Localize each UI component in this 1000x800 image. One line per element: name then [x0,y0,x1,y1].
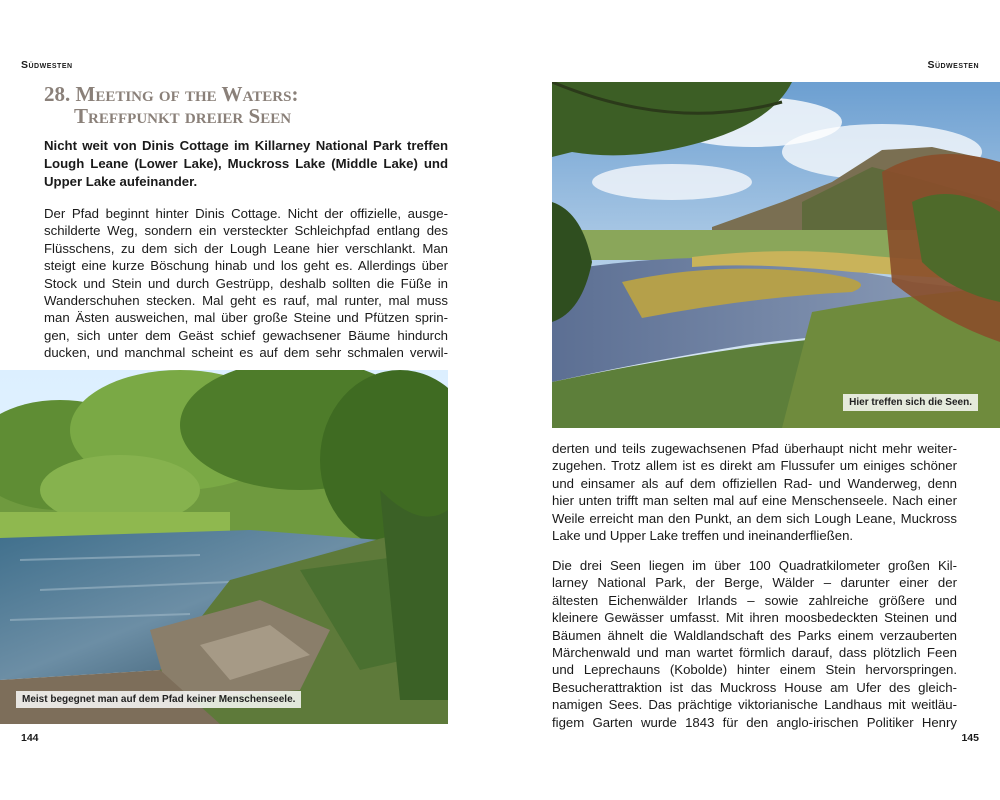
text-line: Flüsschens, zu dem sich der Lough Leane hier verschlankt. Man [44,240,448,256]
text-line: namigen Sees. Das prächtige viktorianische Landhaus mit weitläu- [552,697,957,713]
chapter-title-line1: 28. Meeting of the Waters: [44,82,299,106]
text-line: figem Garten wurde 1843 für den anglo-irischen Politiker Henry [552,714,957,730]
text-line: steigt eine kurze Böschung hinab und los geht es. Allerdings über [44,258,448,274]
text-line: larney National Park, der Berge, Wälder – darunter einer der [552,575,957,591]
text-line: ältesten Eichenwälder Irlands – sowie zahlreiche größere und [552,592,957,608]
right-page [500,0,1000,800]
body-paragraph-3 [552,557,957,731]
text-line: Besucherattraktion ist das Muckross House am Ufer des gleich- [552,679,957,695]
text-line: hier unten trifft man selten mal auf eine Menschenseele. Nach einer [552,493,957,509]
text-line: Bäumen ähnelt die Waldlandschaft des Parks einem verzauberten [552,627,957,643]
body-paragraph-2 [552,440,957,544]
page-number-right: 145 [961,732,979,744]
text-line: schilderte Weg, sondern ein versteckter Schleichpfad entlang des [44,223,448,239]
text-line: kleinere Gewässer umfasst. Mit ihren moosbedeckten Steinen und [552,610,957,626]
text-line: und einsamer als auf dem offiziellen Rad- und Wanderweg, denn [552,475,957,491]
text-line: derten und teils zugewachsenen Pfad überhaupt nicht mehr weiter- [552,441,957,456]
river-path-illustration [0,370,448,724]
running-head-right: Südwesten [927,59,979,71]
text-line: Die drei Seen liegen im über 100 Quadratkilometer großen Kil- [552,558,957,573]
text-line: zugehen. Trotz allem ist es direkt am Flussufer um einiges schöner [552,458,957,474]
text-line: Märchenwald und man wartet förmlich darauf, dass plötzlich Feen [552,645,957,661]
chapter-title-line2: Treffpunkt dreier Seen [74,104,292,128]
text-line: gen, sich unter dem Geäst schief gewachsener Bäume hindurch [44,327,448,343]
text-line: Weile erreicht man den Punkt, an dem sich Lough Leane, Muckross [552,510,957,526]
text-line: man Ästen ausweichen, mal über große Steine und Pfützen sprin- [44,310,448,326]
lead-paragraph: Nicht weit von Dinis Cottage im Killarney National Park treffen Lough Leane (Lower Lake), Muckross Lake (Middle Lake) und Upper Lake aufeinander. [44,138,448,189]
text-line: Lake und Upper Lake treffen und ineinanderfließen. [552,528,854,544]
body-paragraph-1 [44,205,448,362]
page-number-left: 144 [21,732,39,744]
text-line: Der Pfad beginnt hinter Dinis Cottage. Nicht der offizielle, ausge- [44,206,448,221]
lakes-meeting-photo [552,82,1000,428]
chapter-title [44,83,464,127]
text-line: und Leprechauns (Kobolde) hinter einem Stein hervorspringen. [552,662,957,678]
river-path-photo [0,370,448,724]
photo-caption-left: Meist begegnet man auf dem Pfad keiner Menschenseele. [16,691,301,708]
text-line: Stock und Stein und durch Gestrüpp, deshalb sollten die Füße in [44,275,448,291]
running-head-left: Südwesten [21,59,73,71]
text-line: ducken, und manchmal scheint es auf dem sehr schmalen verwil- [44,345,448,361]
text-line: Wanderschuhen stecken. Mal geht es rauf, mal runter, mal muss [44,293,448,309]
photo-caption-right: Hier treffen sich die Seen. [843,394,978,411]
lakes-landscape-illustration [552,82,1000,428]
